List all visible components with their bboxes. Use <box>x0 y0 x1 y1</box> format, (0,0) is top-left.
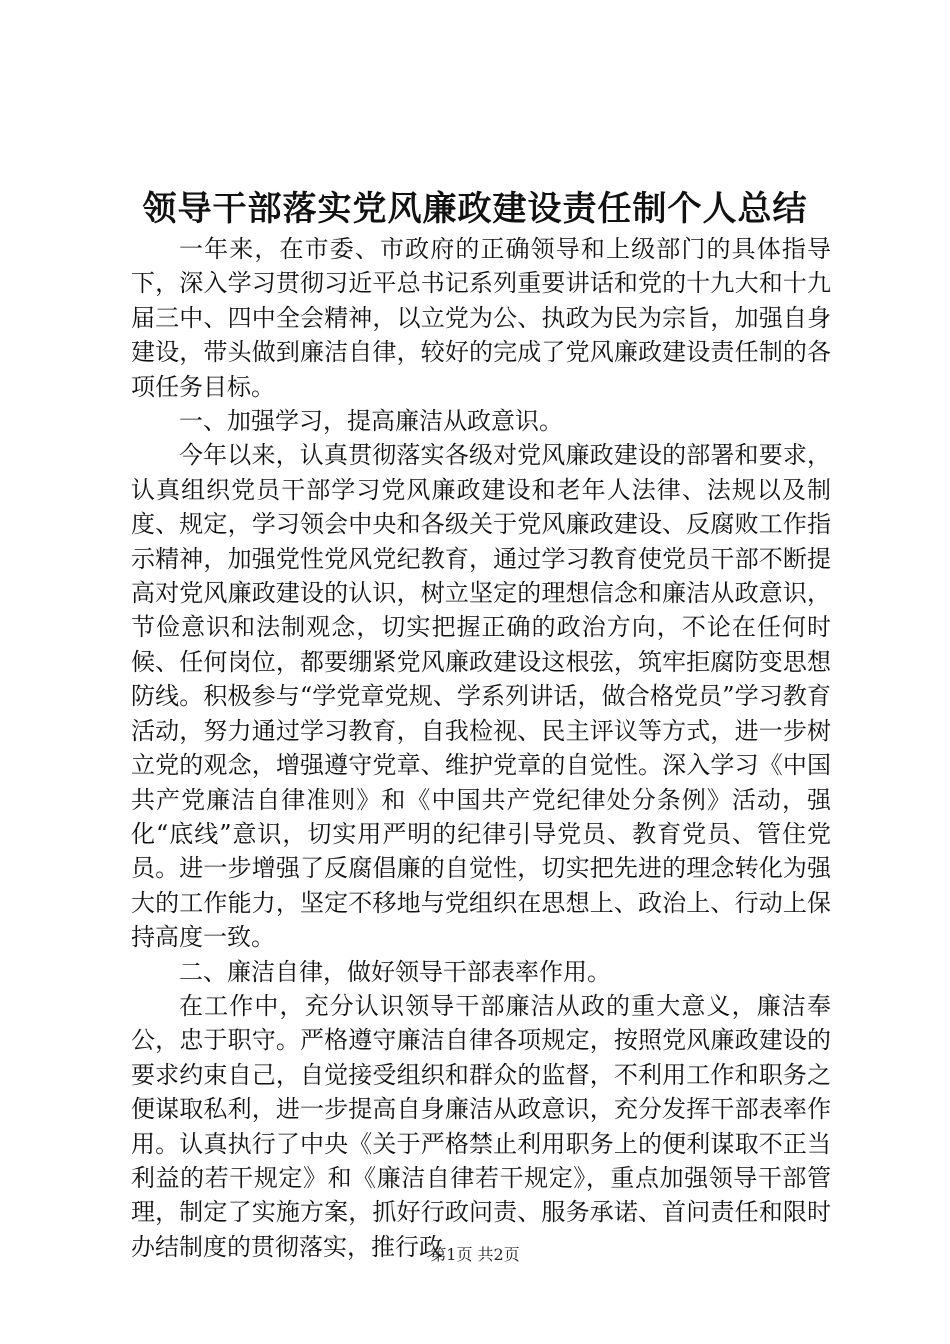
section-1-paragraph: 今年以来，认真贯彻落实各级对党风廉政建设的部署和要求，认真组织党员干部学习党风廉政建设和老年人法律、法规以及制度、规定，学习领会中央和各级关于党风廉政建设、反腐败工作指示精神，加强党性党风党纪教育，通过学习教育使党员干部不断提高对党风廉政建设的认识，树立坚定的理想信念和廉洁从政意识，节俭意识和法制观念，切实把握正确的政治方向，不论在任何时候、任何岗位，都要绷紧党风廉政建设这根弦，筑牢拒腐防变思想防线。积极参与“学党章党规、学系列讲话，做合格党员”学习教育活动，努力通过学习教育，自我检视、民主评议等方式，进一步树立党的观念，增强遵守党章、维护党章的自觉性。深入学习《中国共产党廉洁自律准则》和《中国共产党纪律处分条例》活动，强化“底线”意识，切实用严明的纪律引导党员、教育党员、管住党员。进一步增强了反腐倡廉的自觉性，切实把先进的理念转化为强大的工作能力，坚定不移地与党组织在思想上、政治上、行动上保持高度一致。 <box>131 441 831 952</box>
document-title: 领导干部落实党风廉政建设责任制个人总结 <box>142 189 808 229</box>
page-number-footer: 第1页 共2页 <box>430 1245 520 1264</box>
intro-paragraph: 一年来，在市委、市政府的正确领导和上级部门的具体指导下，深入学习贯彻习近平总书记系列重要讲话和党的十九大和十九届三中、四中全会精神，以立党为公、执政为民为宗旨，加强自身建设，带头做到廉洁自律，较好的完成了党风廉政建设责任制的各项任务目标。 <box>131 235 831 401</box>
section-heading-2: 二、廉洁自律，做好领导干部表率作用。 <box>179 957 611 986</box>
document-body <box>131 232 831 1264</box>
section-2-paragraph: 在工作中，充分认识领导干部廉洁从政的重大意义，廉洁奉公，忠于职守。严格遵守廉洁自律各项规定，按照党风廉政建设的要求约束自己，自觉接受组织和群众的监督，不利用工作和职务之便谋取私利，进一步提高自身廉洁从政意识，充分发挥干部表率作用。认真执行了中央《关于严格禁止利用职务上的便利谋取不正当利益的若干规定》和《廉洁自律若干规定》，重点加强领导干部管理，制定了实施方案，抓好行政问责、服务承诺、首问责任和限时办结制度的贯彻落实，推行政 <box>131 991 831 1261</box>
section-heading-1: 一、加强学习，提高廉洁从政意识。 <box>179 407 563 436</box>
